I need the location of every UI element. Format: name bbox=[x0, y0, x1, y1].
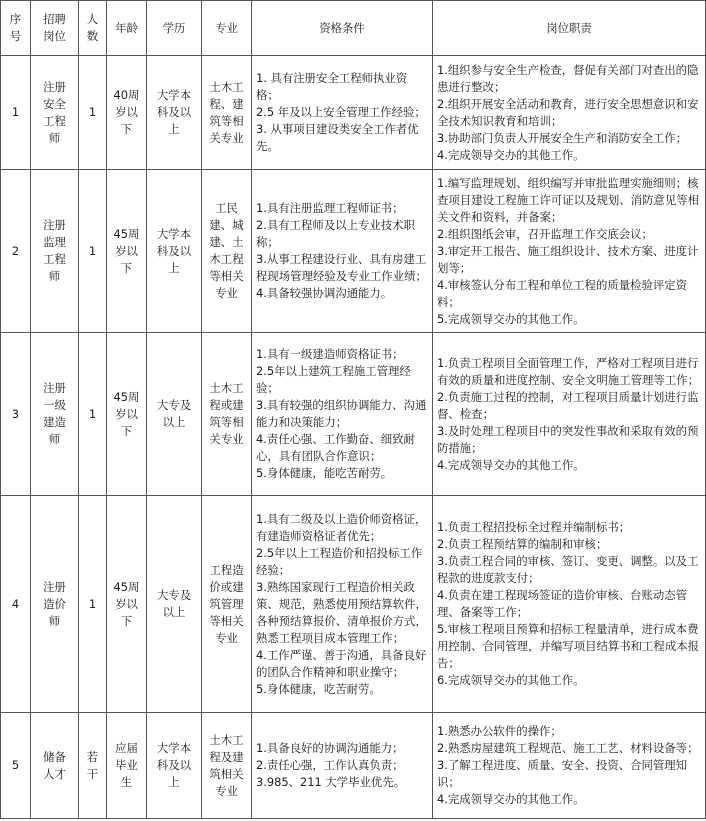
cell-position: 注册安全工程师 bbox=[31, 56, 79, 170]
list-item: 3.熟练国家现行工程造价相关政策、规范，熟悉使用预结算软件，各种预结算报价、清单报价方式，熟悉工程项目成本管理工作； bbox=[256, 579, 427, 645]
cell-qualifications bbox=[252, 170, 433, 333]
list-item: 5.完成领导交办的其他工作。 bbox=[437, 311, 585, 326]
cell-major: 土木工程或建筑等相关专业 bbox=[202, 333, 252, 496]
list-item: 1.负责工程项目全面管理工作，严格对工程项目进行有效的质量和进度控制、安全文明施工管理等工作； bbox=[437, 355, 699, 387]
cell-major: 工民建、城建、土木工程等相关专业 bbox=[202, 170, 252, 333]
cell-count: 1 bbox=[79, 496, 107, 713]
header-age: 年龄 bbox=[107, 1, 147, 56]
cell-duties bbox=[433, 713, 706, 819]
table-row bbox=[1, 333, 706, 496]
list-item: 2.熟悉房屋建筑工程规范、施工工艺、材料设备等； bbox=[437, 741, 699, 755]
list-item: 5.身体健康，能吃苦耐劳。 bbox=[256, 466, 393, 480]
list-item: 3.985、211 大学毕业优先。 bbox=[256, 775, 406, 789]
cell-qualifications bbox=[252, 713, 433, 819]
cell-qualifications bbox=[252, 333, 433, 496]
list-item: 1.具有一级建造师资格证书； bbox=[256, 347, 404, 361]
list-item: 1.组织参与安全生产检查，督促有关部门对查出的隐患进行整改； bbox=[437, 62, 699, 94]
table-row bbox=[1, 170, 706, 333]
list-item: 2.负责施工过程的控制，对工程项目质量计划进行监督、检查； bbox=[437, 389, 699, 421]
cell-count: 1 bbox=[79, 170, 107, 333]
cell-age: 40周岁以下 bbox=[107, 56, 147, 170]
cell-education: 大学本科及以上 bbox=[147, 56, 202, 170]
list-item: 1.熟悉办公软件的操作； bbox=[437, 724, 562, 738]
cell-seq: 5 bbox=[1, 713, 31, 819]
header-seq: 序号 bbox=[1, 1, 31, 56]
list-item: 2.5年以上建筑工程施工管理经验； bbox=[256, 364, 411, 395]
table-body bbox=[1, 56, 706, 819]
cell-seq: 1 bbox=[1, 56, 31, 170]
table-row bbox=[1, 56, 706, 170]
list-item: 3.具有较强的组织协调能力、沟通能力和决策能力； bbox=[256, 398, 427, 429]
cell-duties bbox=[433, 56, 706, 170]
list-item: 2.组织图纸会审，召开监理工作交底会议； bbox=[437, 226, 653, 241]
list-item: 1.编写监理规划、组织编写并审批监理实施细则；核查项目建设工程施工许可证以及规划、消防意见等相关文件和资料，并备案； bbox=[437, 175, 699, 224]
list-item: 1. 具有注册安全工程师执业资格； bbox=[256, 71, 408, 102]
list-item: 1.负责工程招投标全过程并编制标书； bbox=[437, 520, 631, 534]
list-item: 3.及时处理工程项目中的突发性事故和采取有效的预防措施； bbox=[437, 423, 699, 455]
list-item: 4.工作严谨、善于沟通，具备良好的团队合作精神和职业操守； bbox=[256, 647, 427, 679]
header-qualifications: 资格条件 bbox=[252, 1, 433, 56]
header-count: 人数 bbox=[79, 1, 107, 56]
header-row bbox=[1, 1, 706, 56]
list-item: 4.完成领导交办的其他工作。 bbox=[437, 792, 585, 806]
cell-seq: 4 bbox=[1, 496, 31, 713]
list-item: 3.负责工程合同的审核、签订、变更、调整。以及工程款的进度款支付； bbox=[437, 554, 699, 585]
cell-position: 储备人才 bbox=[31, 713, 79, 819]
cell-duties bbox=[433, 333, 706, 496]
cell-major: 土木工程、建筑等相关专业 bbox=[202, 56, 252, 170]
list-item: 1.具备良好的协调沟通能力； bbox=[256, 741, 404, 755]
cell-major: 土木工程及建筑相关专业 bbox=[202, 713, 252, 819]
cell-major: 工程造价或建筑管理等相关专业 bbox=[202, 496, 252, 713]
cell-seq: 3 bbox=[1, 333, 31, 496]
list-item: 4.负责在建工程现场签证的造价审核、台账动态管理、备案等工作； bbox=[437, 588, 688, 619]
list-item: 4.责任心强、工作勤奋、细致耐心，具有团队合作意识； bbox=[256, 432, 415, 463]
cell-qualifications bbox=[252, 56, 433, 170]
list-item: 3. 从事项目建设类安全工作者优先。 bbox=[256, 122, 419, 153]
header-position: 招聘岗位 bbox=[31, 1, 79, 56]
cell-education: 大学本科及以上 bbox=[147, 713, 202, 819]
cell-qualifications bbox=[252, 496, 433, 713]
list-item: 4.审核签认分布工程和单位工程的质量检验评定资料； bbox=[437, 277, 688, 309]
list-item: 5.审核工程项目预算和招标工程量清单，进行成本费用控制、合同管理，并编写项目结算书和工程成本报告； bbox=[437, 622, 699, 670]
list-item: 4.具备较强协调沟通能力。 bbox=[256, 286, 393, 300]
list-item: 3.协助部门负责人开展安全生产和消防安全工作； bbox=[437, 130, 688, 145]
list-item: 2.责任心强，工作认真负责； bbox=[256, 758, 404, 772]
cell-position: 注册一级建造师 bbox=[31, 333, 79, 496]
header-duties: 岗位职责 bbox=[433, 1, 706, 56]
list-item: 2.5年以上工程造价和招投标工作经验； bbox=[256, 545, 423, 577]
list-item: 1.具有二级及以上造价师资格证，有建造师资格证者优先； bbox=[256, 511, 427, 543]
list-item: 3.了解工程进度、质量、安全、投资、合同管理知识； bbox=[437, 758, 688, 789]
list-item: 2.5 年及以上安全管理工作经验； bbox=[256, 105, 426, 119]
list-item: 2.具有工程师及以上专业技术职称； bbox=[256, 218, 415, 249]
cell-education: 大专及以上 bbox=[147, 496, 202, 713]
list-item: 3.从事工程建设行业、具有房建工程现场管理经验及专业工作业绩； bbox=[256, 252, 427, 283]
list-item: 5.身体健康，吃苦耐劳。 bbox=[256, 681, 381, 696]
header-major: 专业 bbox=[202, 1, 252, 56]
cell-age: 应届毕业生 bbox=[107, 713, 147, 819]
list-item: 2.组织开展安全活动和教育，进行安全思想意识和安全技术知识教育和培训； bbox=[437, 96, 699, 128]
cell-age: 45周岁以下 bbox=[107, 170, 147, 333]
list-item: 6.完成领导交办的其他工作。 bbox=[437, 673, 585, 687]
cell-seq: 2 bbox=[1, 170, 31, 333]
table-row bbox=[1, 713, 706, 819]
cell-education: 大专及以上 bbox=[147, 333, 202, 496]
cell-count: 若干 bbox=[79, 713, 107, 819]
cell-age: 45周岁以下 bbox=[107, 333, 147, 496]
list-item: 4.完成领导交办的其他工作。 bbox=[437, 147, 585, 162]
cell-education: 大学本科及以上 bbox=[147, 170, 202, 333]
cell-age: 45周岁以下 bbox=[107, 496, 147, 713]
cell-count: 1 bbox=[79, 333, 107, 496]
list-item: 1.具有注册监理工程师证书； bbox=[256, 201, 404, 215]
cell-duties bbox=[433, 170, 706, 333]
list-item: 3.审定开工报告、施工组织设计、技术方案、进度计划等； bbox=[437, 243, 699, 275]
header-education: 学历 bbox=[147, 1, 202, 56]
cell-duties bbox=[433, 496, 706, 713]
cell-position: 注册造价师 bbox=[31, 496, 79, 713]
table-row bbox=[1, 496, 706, 713]
list-item: 2.负责工程预结算的编制和审核； bbox=[437, 537, 608, 551]
list-item: 4.完成领导交办的其他工作。 bbox=[437, 457, 585, 472]
cell-count: 1 bbox=[79, 56, 107, 170]
cell-position: 注册监理工程师 bbox=[31, 170, 79, 333]
